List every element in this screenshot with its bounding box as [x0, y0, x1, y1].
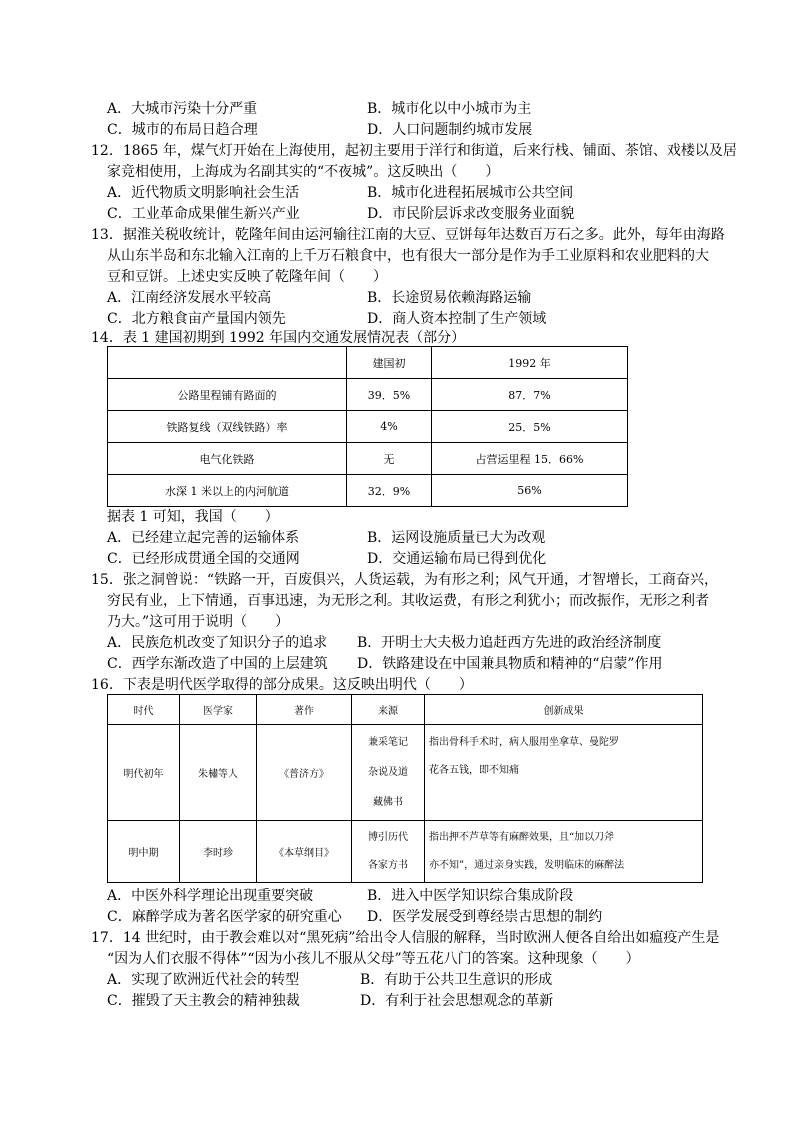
table-cell: 占营运里程 15．66%	[432, 443, 628, 475]
q14-option-d: D．交通运输布局已得到优化	[367, 551, 547, 567]
q16-stem: 16．下表是明代医学取得的部分成果。这反映出明代（ ）	[91, 677, 473, 693]
table-header-cell: 建国初	[347, 347, 432, 379]
q13-option-d: D．商人资本控制了生产领域	[367, 311, 547, 327]
q17-stem-line2: “因为人们衣服不得体”“因为小孩儿不服从父母”等五花八门的答案。这种现象（ ）	[107, 951, 640, 967]
table-cell	[352, 821, 425, 883]
q14-stem: 14．表 1 建国初期到 1992 年国内交通发展情况表（部分）	[91, 330, 466, 346]
q15-stem-line2: 穷民有业，上下情通，百事迅速，为无形之利。其收运费，有形之利犹小；而改振作，无形之利者	[107, 593, 709, 609]
q17-option-a: A．实现了欧洲近代社会的转型	[107, 972, 300, 988]
table-row	[108, 411, 628, 443]
table-header-cell: 来源	[352, 695, 425, 725]
q15-option-c: C．西学东渐改造了中国的上层建筑	[107, 656, 328, 672]
q15-option-d: D．铁路建设在中国兼具物质和精神的“启蒙”作用	[357, 656, 663, 672]
table-cell: 39．5%	[347, 379, 432, 411]
cell-line: 指出骨科手术时，病人服用坐拿草、曼陀罗	[429, 737, 619, 748]
q13-option-a: A．江南经济发展水平较高	[107, 290, 272, 306]
cell-line: 花各五钱，即不知痛	[429, 765, 519, 776]
table-cell: 《本草纲目》	[257, 821, 352, 883]
q17-option-c: C．摧毁了天主教会的精神独裁	[107, 993, 300, 1009]
q11-option-a: A．大城市污染十分严重	[107, 101, 258, 117]
q13-stem-line1: 13．据淮关税收统计，乾隆年间由运河输往江南的大豆、豆饼每年达数百万石之多。此外，每年由海路	[91, 227, 725, 243]
table-cell: 朱橚等人	[180, 725, 257, 821]
q13-option-c: C．北方粮食亩产量国内领先	[107, 311, 286, 327]
cell-line: 博引历代	[368, 831, 408, 843]
q12-option-a: A．近代物质文明影响社会生活	[107, 185, 300, 201]
q11-option-c: C．城市的布局日趋合理	[107, 122, 258, 138]
q13-stem-line3: 豆和豆饼。上述史实反映了乾隆年间（ ）	[107, 269, 387, 285]
table-cell: 32．9%	[347, 475, 432, 507]
q14-option-b: B．运网设施质量已大为改观	[367, 530, 546, 546]
table-cell: 电气化铁路	[108, 443, 347, 475]
table-header-row	[108, 347, 628, 379]
table-header-cell: 医学家	[180, 695, 257, 725]
table-row	[108, 379, 628, 411]
transport-table	[107, 346, 628, 507]
table-cell: 4%	[347, 411, 432, 443]
table-row	[108, 475, 628, 507]
table-cell	[352, 725, 425, 821]
q17-option-d: D．有利于社会思想观念的革新	[360, 993, 554, 1009]
cell-line: 指出押不芦草等有麻醉效果，且“加以刀斧	[429, 831, 615, 843]
q17-option-b: B．有助于公共卫生意识的形成	[360, 972, 553, 988]
q12-stem-line1: 12．1865 年，煤气灯开始在上海使用，起初主要用于洋行和街道，后来行栈、铺面、茶馆、戏楼以及居	[91, 143, 737, 159]
q15-stem-line1: 15．张之洞曾说：“铁路一开，百废俱兴，人货运载，为有形之利；风气开通，才智增长，工商奋兴，	[91, 572, 718, 588]
q12-stem-line2: 家竞相使用，上海成为名副其实的“不夜城”。这反映出（ ）	[107, 164, 500, 180]
cell-line: 杂说及道	[368, 766, 408, 778]
table-row	[108, 821, 703, 883]
table-cell: 明中期	[108, 821, 180, 883]
table-cell: 铁路复线（双线铁路）率	[108, 411, 347, 443]
q13-option-b: B．长途贸易依赖海路运输	[367, 290, 532, 306]
table-cell: 25．5%	[432, 411, 628, 443]
q14-question: 据表 1 可知，我国（ ）	[107, 509, 279, 525]
q16-option-b: B．进入中医学知识综合集成阶段	[367, 888, 574, 904]
table-header-cell: 著作	[257, 695, 352, 725]
table-cell: 无	[347, 443, 432, 475]
q13-stem-line2: 从山东半岛和东北输入江南的上千万石粮食中，也有很大一部分是作为手工业原料和农业肥料的大	[107, 248, 709, 264]
cell-line: 各家方书	[368, 859, 408, 871]
q14-option-c: C．已经形成贯通全国的交通网	[107, 551, 300, 567]
q15-option-a: A．民族危机改变了知识分子的追求	[107, 635, 328, 651]
q11-option-b: B．城市化以中小城市为主	[367, 101, 532, 117]
q12-option-c: C．工业革命成果催生新兴产业	[107, 206, 300, 222]
q17-stem-line1: 17．14 世纪时，由于教会难以对“黑死病”给出令人信服的解释，当时欧洲人便各自给出如瘟疫产生是	[91, 930, 720, 946]
table-cell	[425, 821, 703, 883]
table-cell	[425, 725, 703, 821]
q14-option-a: A．已经建立起完善的运输体系	[107, 530, 300, 546]
cell-line: 亦不知”，通过亲身实践，发明临床的麻醉法	[429, 859, 625, 871]
table-cell: 水深 1 米以上的内河航道	[108, 475, 347, 507]
table-cell: 《普济方》	[257, 725, 352, 821]
cell-line: 藏佛书	[373, 796, 403, 808]
q11-option-d: D．人口问题制约城市发展	[367, 122, 533, 138]
table-cell: 87．7%	[432, 379, 628, 411]
table-header-cell: 时代	[108, 695, 180, 725]
table-header-cell	[108, 347, 347, 379]
q16-option-c: C．麻醉学成为著名医学家的研究重心	[107, 909, 342, 925]
table-cell: 56%	[432, 475, 628, 507]
medicine-table	[107, 694, 703, 883]
q12-option-b: B．城市化进程拓展城市公共空间	[367, 185, 574, 201]
q16-option-a: A．中医外科学理论出现重要突破	[107, 888, 314, 904]
table-cell: 李时珍	[180, 821, 257, 883]
q12-option-d: D．市民阶层诉求改变服务业面貌	[367, 206, 575, 222]
q15-stem-line3: 乃大。”这可用于说明（ ）	[107, 614, 290, 630]
table-cell: 明代初年	[108, 725, 180, 821]
table-cell: 公路里程铺有路面的	[108, 379, 347, 411]
table-header-row	[108, 695, 703, 725]
table-row	[108, 443, 628, 475]
q15-option-b: B．开明士大夫极力追赶西方先进的政治经济制度	[357, 635, 662, 651]
table-header-cell: 创新成果	[425, 695, 703, 725]
table-row	[108, 725, 703, 821]
cell-line: 兼采笔记	[368, 736, 408, 748]
table-header-cell: 1992 年	[432, 347, 628, 379]
q16-option-d: D．医学发展受到尊经崇古思想的制约	[367, 909, 603, 925]
